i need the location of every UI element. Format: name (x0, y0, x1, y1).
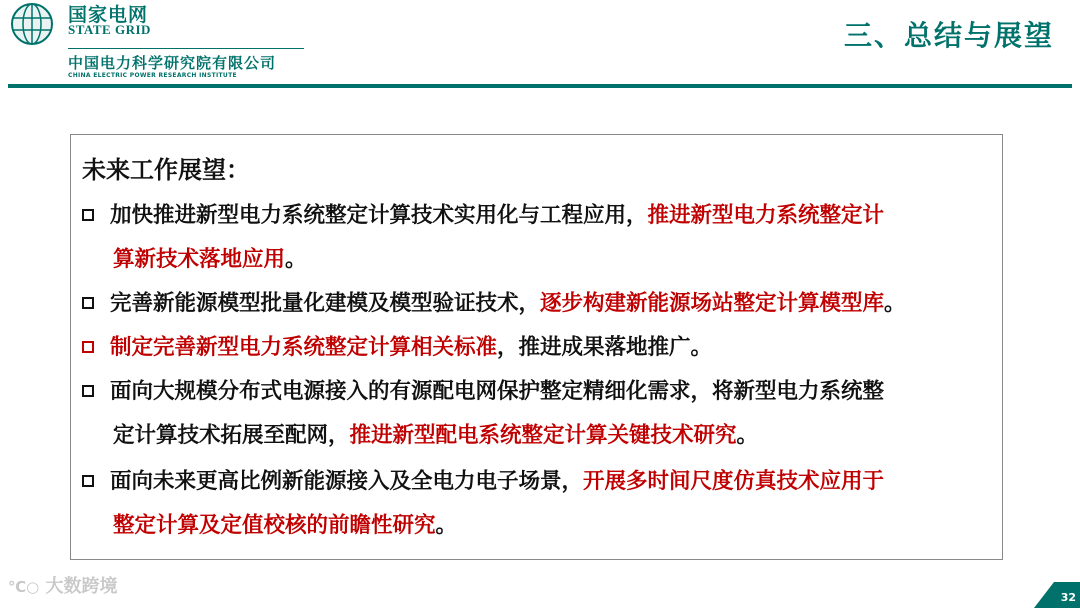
list-item (82, 282, 1002, 326)
item-text: 面向大规模分布式电源接入的有源配电网保护整定精细化需求，将新型电力系统整 (110, 379, 885, 404)
item-text: 。 (884, 291, 906, 316)
item-text: 加快推进新型电力系统整定计算技术实用化与工程应用， (110, 203, 648, 228)
section-heading: 未来工作展望： (82, 156, 250, 184)
institute-name-en: CHINA ELECTRIC POWER RESEARCH INSTITUTE (68, 72, 237, 79)
checkbox-bullet-icon (82, 209, 94, 221)
list-item (82, 194, 1002, 282)
item-highlight: 开展多时间尺度仿真技术应用于 (583, 469, 885, 494)
item-highlight: 逐步构建新能源场站整定计算模型库 (540, 291, 885, 316)
header (0, 0, 1080, 92)
item-text: 面向未来更高比例新能源接入及全电力电子场景， (110, 469, 584, 494)
item-text: 定计算技术拓展至配网， (113, 423, 350, 448)
item-highlight: 推进新型电力系统整定计 (647, 203, 885, 228)
brand-name-cn: 国家电网 (68, 4, 149, 26)
item-highlight: 推进新型配电系统整定计算关键技术研究 (349, 423, 737, 448)
checkbox-bullet-icon (82, 475, 94, 487)
watermark (8, 572, 118, 598)
watermark-text: 大数跨境 (45, 576, 118, 597)
list-item (82, 370, 1002, 458)
page-title: 三、总结与展望 (843, 19, 1054, 52)
checkbox-bullet-icon (82, 341, 94, 353)
item-text: 。 (285, 247, 307, 272)
checkbox-bullet-icon (82, 385, 94, 397)
list-item (82, 460, 1002, 548)
item-highlight: 整定计算及定值校核的前瞻性研究 (113, 513, 436, 538)
brand-name-en: STATE GRID (68, 22, 151, 37)
header-divider (68, 48, 304, 49)
page-number: 32 (1060, 591, 1076, 604)
item-highlight: 制定完善新型电力系统整定计算相关标准 (110, 335, 498, 360)
item-text: 。 (435, 513, 458, 538)
state-grid-logo-icon (10, 2, 54, 46)
item-text: 。 (736, 423, 759, 448)
item-text: 完善新能源模型批量化建模及模型验证技术， (110, 291, 541, 316)
item-highlight: 算新技术落地应用 (113, 247, 286, 272)
institute-name-cn: 中国电力科学研究院有限公司 (68, 54, 277, 72)
header-rule (8, 84, 1072, 88)
item-text: ，推进成果落地推广。 (497, 335, 713, 360)
watermark-logo-icon: ℃○ (8, 578, 40, 596)
checkbox-bullet-icon (82, 297, 94, 309)
list-item (82, 326, 1002, 370)
